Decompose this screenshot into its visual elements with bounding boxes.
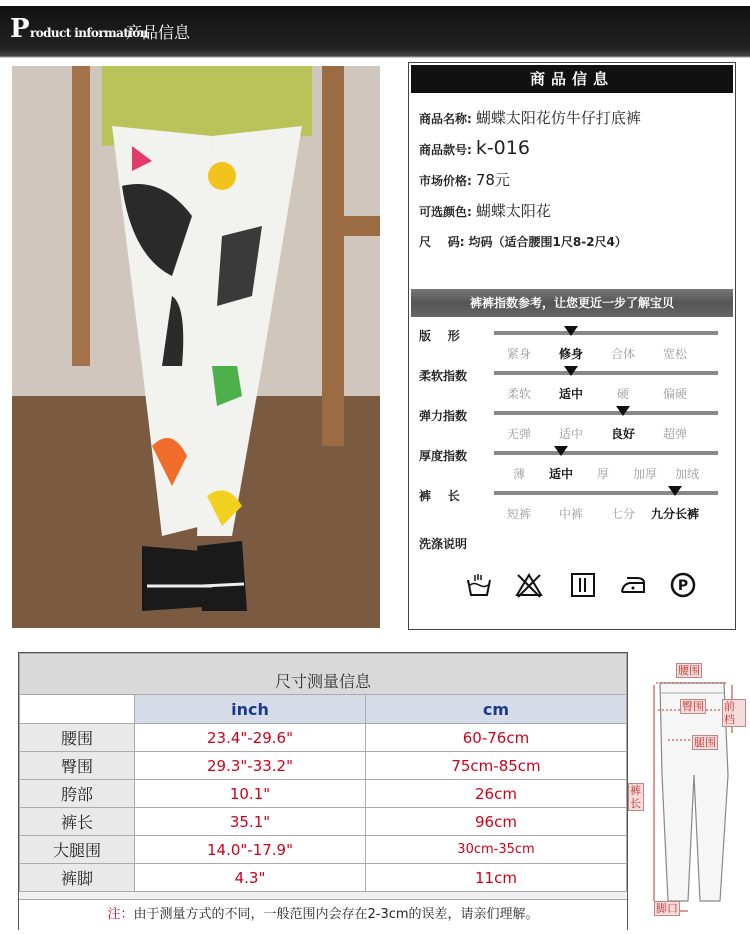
index-scale-row (419, 365, 729, 403)
product-info-banner (0, 0, 750, 58)
size-cell-cm: 30cm-35cm (366, 836, 627, 864)
size-cell-name: 大腿围 (20, 836, 135, 864)
diagram-waist-label: 腰围 (678, 664, 700, 677)
index-scale-option: 超弹 (662, 427, 688, 441)
index-scale-option: 九分长裤 (650, 507, 700, 521)
diagram-hip-label: 臀围 (682, 700, 704, 713)
banner-en-title: roduct information (30, 26, 148, 40)
index-scale-row (419, 325, 729, 363)
diagram-rise-label: 前档 (722, 699, 746, 727)
size-cell-name: 裤长 (20, 808, 135, 836)
note-prefix: 注： (107, 907, 134, 922)
size-table-col-inch: inch (135, 695, 366, 724)
index-scale-bar (494, 371, 718, 375)
index-scale-option: 加绒 (674, 467, 700, 481)
size-table-row (20, 752, 627, 780)
size-cell-name: 腰围 (20, 724, 135, 752)
index-scale-option: 宽松 (662, 347, 688, 361)
index-scale-option: 薄 (512, 467, 526, 481)
index-scale-label: 弹力指数 (419, 409, 468, 423)
index-scale-option: 短裤 (506, 507, 532, 521)
size-cell-cm: 26cm (366, 780, 627, 808)
color-label: 可选颜色: (419, 205, 472, 219)
index-scale-label: 厚度指数 (419, 449, 468, 463)
index-scale-marker (554, 446, 568, 456)
size-table-row (20, 808, 627, 836)
index-scale-option: 七分 (610, 507, 636, 521)
product-info-panel (408, 62, 736, 630)
size-table-title: 尺寸测量信息 (20, 654, 627, 695)
product-name-row (419, 107, 641, 128)
index-scale-marker (564, 326, 578, 336)
index-scale-label: 柔软指数 (419, 369, 468, 383)
index-scale-marker (616, 406, 630, 416)
note-text: 由于测量方式的不同，一般范围内会存在2-3cm的误差，请亲们理解。 (133, 907, 539, 922)
size-label: 尺 码: (419, 235, 465, 249)
size-table-row (20, 864, 627, 892)
product-code-row (419, 137, 530, 159)
index-scale-row (419, 485, 729, 523)
low-iron-icon (619, 571, 647, 599)
index-scale-bar (494, 331, 718, 335)
index-scale-option: 偏硬 (662, 387, 688, 401)
size-cell-inch: 4.3" (135, 864, 366, 892)
index-scale-bar (494, 411, 718, 415)
svg-text:P: P (677, 578, 689, 594)
size-cell-name: 胯部 (20, 780, 135, 808)
price-row (419, 169, 510, 190)
price-label: 市场价格: (419, 174, 472, 188)
size-table-row (20, 724, 627, 752)
size-cell-inch: 23.4"-29.6" (135, 724, 366, 752)
no-bleach-icon (515, 571, 543, 599)
product-info-header: 商品信息 (411, 65, 733, 93)
diagram-hem-label: 脚口 (656, 902, 678, 915)
price-value: 78元 (475, 171, 510, 189)
index-scale-option: 中裤 (558, 507, 584, 521)
index-scale-option: 适中 (558, 387, 584, 401)
product-name-value: 蝴蝶太阳花仿牛仔打底裤 (475, 109, 641, 127)
index-scale-option: 加厚 (632, 467, 658, 481)
index-scale-label: 裤 长 (419, 489, 460, 503)
size-cell-inch: 14.0"-17.9" (135, 836, 366, 864)
product-photo (12, 66, 380, 628)
size-cell-cm: 60-76cm (366, 724, 627, 752)
size-table-corner (20, 695, 135, 724)
care-instructions-label: 洗涤说明 (419, 537, 468, 551)
index-scale-option: 适中 (548, 467, 574, 481)
size-cell-inch: 10.1" (135, 780, 366, 808)
hang-dry-icon (569, 571, 597, 599)
size-table-note (19, 899, 627, 930)
index-scale-option: 硬 (616, 387, 630, 401)
color-value: 蝴蝶太阳花 (475, 202, 551, 220)
index-scale-option: 厚 (596, 467, 610, 481)
size-cell-inch: 29.3"-33.2" (135, 752, 366, 780)
index-scale-option: 合体 (610, 347, 636, 361)
index-scale-marker (564, 366, 578, 376)
index-scale-option: 无弹 (506, 427, 532, 441)
product-code-value: k-016 (475, 137, 530, 159)
size-cell-cm: 96cm (366, 808, 627, 836)
banner-en-initial: P (10, 14, 29, 44)
size-table-row (20, 836, 627, 864)
index-reference-header: 裤裤指数参考，让您更近一步了解宝贝 (411, 289, 733, 317)
index-scale-row (419, 405, 729, 443)
index-scale-bar (494, 451, 718, 455)
size-measurement-table (18, 652, 628, 930)
dry-clean-p-icon (669, 571, 697, 599)
size-row (419, 233, 627, 250)
color-row (419, 200, 551, 221)
size-cell-name: 裤脚 (20, 864, 135, 892)
size-table-col-cm: cm (366, 695, 627, 724)
product-code-label: 商品款号: (419, 143, 472, 157)
size-cell-inch: 35.1" (135, 808, 366, 836)
hand-wash-icon (465, 571, 493, 599)
index-scale-option: 适中 (558, 427, 584, 441)
index-scale-option: 修身 (558, 347, 584, 361)
index-scale-option: 紧身 (506, 347, 532, 361)
size-cell-cm: 11cm (366, 864, 627, 892)
index-scale-row (419, 445, 729, 483)
size-cell-cm: 75cm-85cm (366, 752, 627, 780)
index-scale-marker (668, 486, 682, 496)
diagram-length-label: 裤长 (628, 783, 644, 811)
size-cell-name: 臀围 (20, 752, 135, 780)
index-scale-option: 良好 (610, 427, 636, 441)
diagram-thigh-label: 腿围 (694, 736, 716, 749)
size-table-row (20, 780, 627, 808)
size-value: 均码（适合腰围1尺8-2尺4） (468, 235, 627, 249)
banner-cn-title: 产品信息 (126, 23, 191, 42)
product-name-label: 商品名称: (419, 112, 472, 126)
index-scale-label: 版 形 (419, 329, 460, 343)
measurement-diagram (628, 655, 746, 925)
index-scale-option: 柔软 (506, 387, 532, 401)
index-scale-bar (494, 491, 718, 495)
